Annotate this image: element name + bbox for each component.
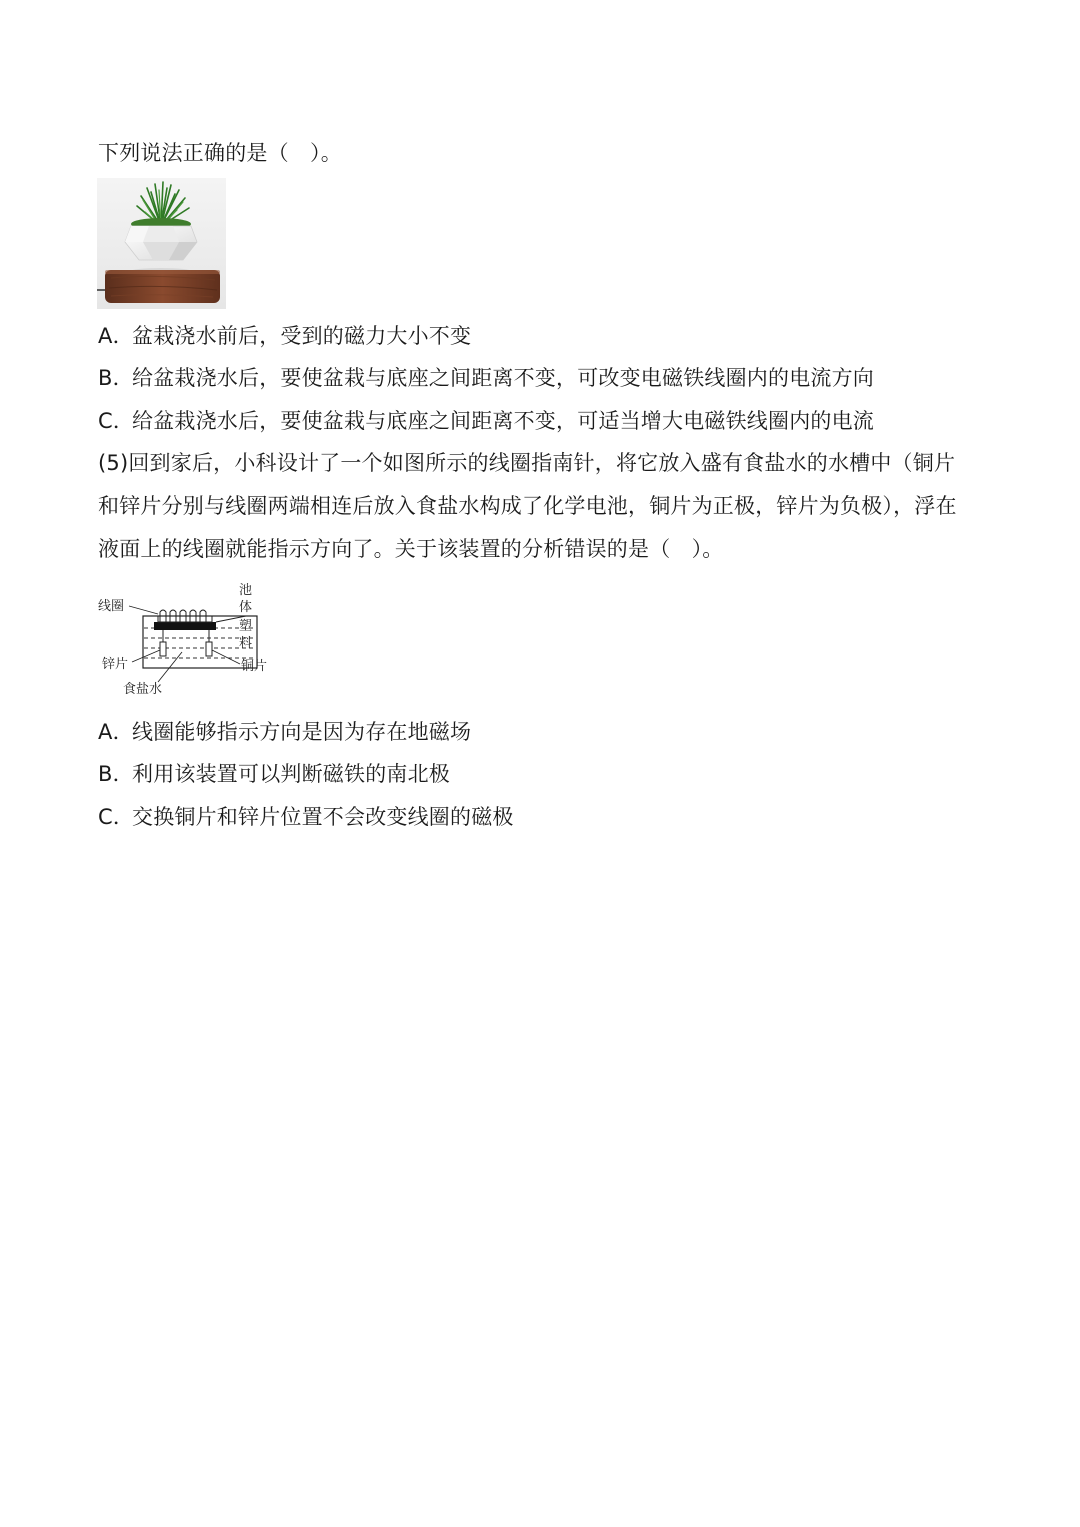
option-letter: A．: [98, 324, 134, 348]
option-letter: C．: [98, 805, 135, 829]
label-pool-body-1: 池: [239, 583, 253, 598]
option-text: 利用该装置可以判断磁铁的南北极: [132, 762, 450, 786]
option-text: 交换铜片和锌片位置不会改变线圈的磁极: [132, 805, 514, 829]
label-pool-body-2: 体: [239, 600, 253, 615]
label-plastic-1: 塑: [239, 619, 253, 634]
label-plastic-2: 料: [239, 636, 253, 651]
label-coil: 线圈: [98, 599, 125, 614]
option-b: [98, 364, 874, 392]
option-letter: C．: [98, 409, 135, 433]
option-text: 给盆栽浇水后，要使盆栽与底座之间距离不变，可适当增大电磁铁线圈内的电流: [132, 409, 874, 433]
plastic-float: [154, 622, 216, 630]
question-5-line-3: 液面上的线圈就能指示方向了。关于该装置的分析错误的是（ ）。: [98, 537, 724, 561]
label-saltwater: 食盐水: [123, 682, 163, 697]
option-letter: B．: [98, 762, 134, 786]
option-text: 给盆栽浇水后，要使盆栽与底座之间距离不变，可改变电磁铁线圈内的电流方向: [132, 366, 874, 390]
option-c: [98, 407, 874, 435]
option-text: 线圈能够指示方向是因为存在地磁场: [132, 720, 472, 744]
option-letter: B．: [98, 366, 134, 390]
q5-option-c: [98, 803, 514, 831]
option-letter: A．: [98, 720, 134, 744]
label-copper: 铜片: [241, 659, 268, 674]
zinc-plate: [160, 642, 166, 656]
levitating-plant-photo: [97, 178, 226, 309]
q5-option-b: [98, 760, 450, 788]
q5-option-a: [98, 718, 471, 746]
option-a: [98, 322, 471, 350]
question-stem: 下列说法正确的是（ ）。: [98, 141, 342, 165]
label-zinc: 锌片: [102, 657, 129, 672]
option-text: 盆栽浇水前后，受到的磁力大小不变: [132, 324, 472, 348]
question-5-line-1: (5)回到家后，小科设计了一个如图所示的线圈指南针，将它放入盛有食盐水的水槽中（铜片: [98, 451, 956, 475]
coil-compass-diagram: [96, 580, 276, 698]
copper-plate: [206, 642, 212, 656]
question-5-line-2: 和锌片分别与线圈两端相连后放入食盐水构成了化学电池，铜片为正极，锌片为负极），浮在: [98, 494, 957, 518]
